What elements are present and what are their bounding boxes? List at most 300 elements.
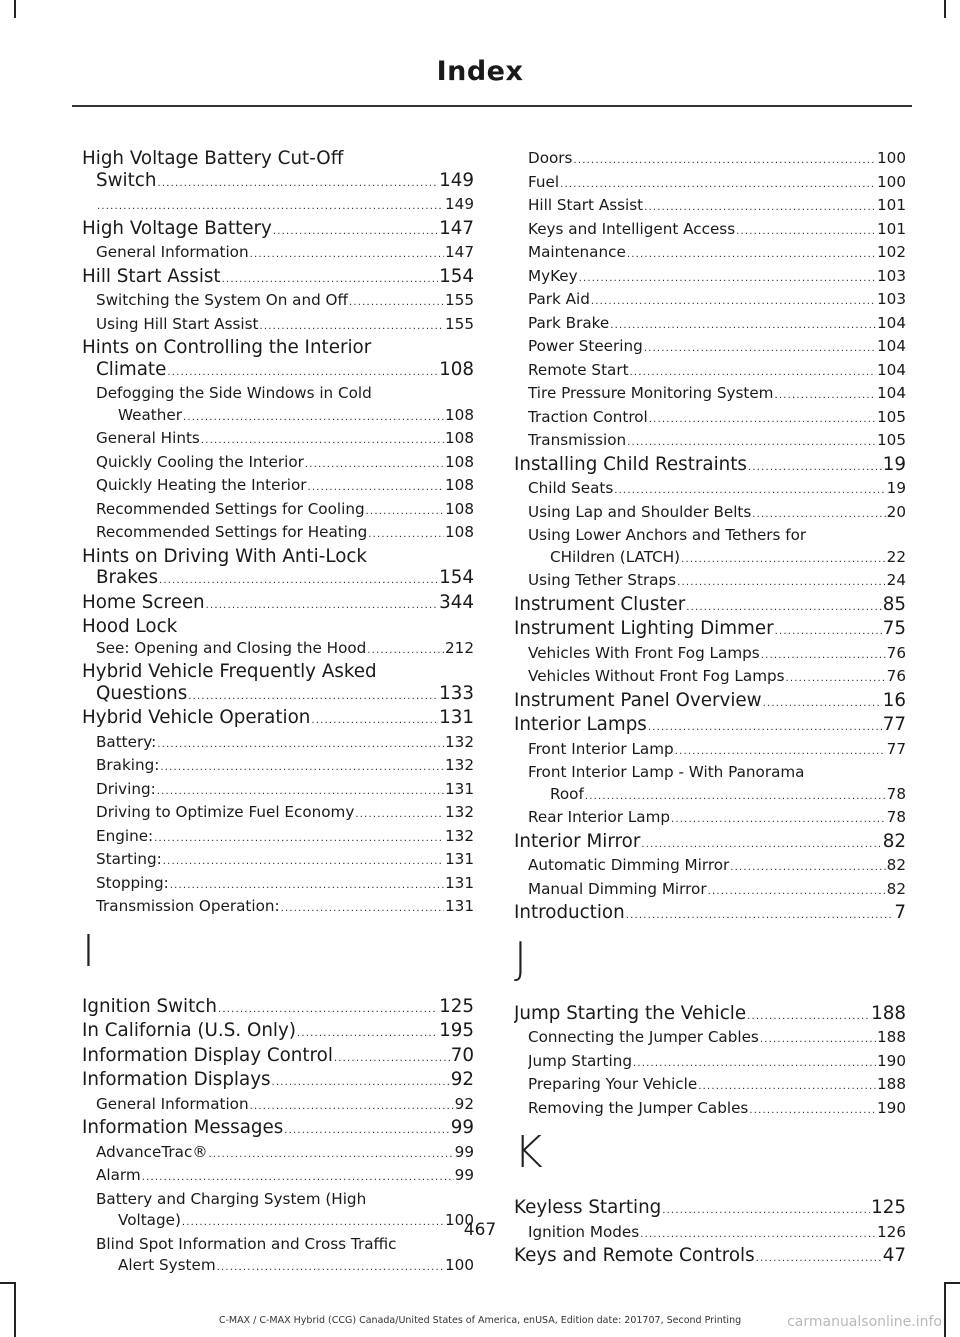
page-reference: 20 <box>886 502 906 521</box>
index-subentry <box>82 896 474 920</box>
index-subentry <box>82 873 474 897</box>
entry-line <box>528 313 906 337</box>
index-subentry <box>514 219 906 243</box>
entry-line <box>528 219 906 243</box>
index-subentry <box>82 475 474 499</box>
page-reference: 104 <box>877 313 906 332</box>
index-entry <box>514 618 906 643</box>
entry-line <box>82 266 474 291</box>
entry-text: Vehicles With Front Fog Lamps <box>528 643 760 662</box>
dot-leader <box>206 595 438 617</box>
dot-leader <box>686 597 881 619</box>
index-subentry <box>514 478 906 502</box>
entry-line <box>96 242 474 266</box>
index-subentry <box>514 1051 906 1075</box>
page-reference: 82 <box>886 879 906 898</box>
dot-leader <box>307 477 444 499</box>
dot-leader <box>748 457 882 479</box>
entry-text: CHildren (LATCH) <box>550 547 681 566</box>
page-reference: 100 <box>445 1256 474 1274</box>
index-subentry <box>82 452 474 476</box>
entry-line <box>528 739 906 763</box>
dot-leader <box>760 1029 876 1051</box>
page-reference: 22 <box>886 547 906 566</box>
page-reference: 76 <box>886 643 906 662</box>
entry-line <box>528 148 906 172</box>
page-reference: 188 <box>877 1028 906 1046</box>
dot-leader <box>579 268 876 290</box>
page-reference: 108 <box>445 499 474 518</box>
entry-text: Starting: <box>96 850 162 868</box>
index-entry <box>514 1197 906 1222</box>
dot-leader <box>259 316 444 338</box>
index-subentry <box>514 1027 906 1051</box>
page-reference: 105 <box>877 431 906 449</box>
dot-leader <box>614 480 885 502</box>
entry-text: Interior Lamps <box>514 714 647 735</box>
entry-text: Information Display Control <box>82 1044 333 1066</box>
entry-text: Braking: <box>96 756 160 774</box>
page-reference: 104 <box>877 360 906 379</box>
entry-line <box>528 784 906 808</box>
entry-line <box>82 170 474 195</box>
entry-text: Hill Start Assist <box>82 265 221 287</box>
entry-line <box>528 502 906 526</box>
dot-leader <box>160 757 444 779</box>
entry-text: Instrument Panel Overview <box>514 689 762 711</box>
page-reference: 105 <box>877 407 906 426</box>
entry-line <box>528 855 906 879</box>
entry-text: Doors <box>528 149 573 167</box>
index-column-left <box>82 148 474 1279</box>
dot-leader <box>170 875 444 897</box>
entry-text: Home Screen <box>82 591 205 613</box>
entry-line <box>528 547 906 571</box>
page-reference: 149 <box>445 195 474 213</box>
entry-text: Park Brake <box>528 313 610 332</box>
page-reference: 16 <box>882 689 906 711</box>
entry-text: Introduction <box>514 902 625 923</box>
index-subentry <box>514 407 906 431</box>
page-reference: 70 <box>450 1044 474 1066</box>
index-subentry <box>514 313 906 337</box>
page-reference: 188 <box>871 1002 906 1024</box>
entry-line <box>96 1094 474 1118</box>
index-subentry <box>514 879 906 903</box>
entry-text: High Voltage Battery <box>82 217 272 239</box>
index-entry <box>514 1245 906 1270</box>
page-reference: 131 <box>439 707 474 728</box>
index-subentry <box>514 762 906 807</box>
entry-line <box>528 807 906 831</box>
dot-leader <box>630 362 876 384</box>
dot-leader <box>297 1023 438 1045</box>
dot-leader <box>585 786 886 808</box>
page-reference: 212 <box>445 638 474 657</box>
page-reference: 100 <box>877 149 906 167</box>
entry-text: Interior Mirror <box>514 830 641 852</box>
entry-text: Driving to Optimize Fuel Economy <box>96 803 355 821</box>
entry-text: Keys and Intelligent Access <box>528 219 736 238</box>
entry-text: General Information <box>96 1094 249 1113</box>
entry-text: AdvanceTrac® <box>96 1142 208 1161</box>
entry-text: Alarm <box>96 1166 141 1184</box>
entry-line <box>514 902 906 927</box>
index-subentry <box>514 1074 906 1098</box>
index-subentry <box>514 739 906 763</box>
entry-text: Maintenance <box>528 243 626 261</box>
entry-line <box>82 592 474 617</box>
index-subentry <box>82 1234 474 1279</box>
entry-line <box>82 683 474 708</box>
entry-line <box>528 172 906 196</box>
entry-text: Keyless Starting <box>514 1197 662 1218</box>
dot-leader <box>644 197 876 219</box>
page-reference: 155 <box>445 314 474 333</box>
index-entry <box>514 831 906 856</box>
entry-text: Battery and Charging System (High <box>96 1189 367 1208</box>
section-letter: J <box>514 932 527 984</box>
entry-line <box>528 289 906 313</box>
dot-leader <box>698 1076 876 1098</box>
dot-leader <box>273 221 438 243</box>
dot-leader <box>681 549 886 571</box>
dot-leader <box>627 432 876 454</box>
entry-line <box>96 638 474 662</box>
entry-text: High Voltage Battery Cut-Off <box>82 148 344 169</box>
index-entry <box>82 148 474 194</box>
page-reference: 82 <box>882 830 906 852</box>
page-reference: 104 <box>877 337 906 355</box>
dot-leader <box>573 150 876 172</box>
page-reference: 19 <box>886 479 906 497</box>
entry-text: Fuel <box>528 172 560 191</box>
entry-text: Blind Spot Information and Cross Traffic <box>96 1234 397 1253</box>
page-reference: 102 <box>877 243 906 261</box>
entry-text: Battery: <box>96 732 157 751</box>
entry-line <box>96 314 474 338</box>
dot-leader <box>649 409 876 431</box>
entry-line <box>528 478 906 502</box>
index-subentry <box>82 1142 474 1166</box>
dot-leader <box>644 338 876 360</box>
index-entry <box>82 996 474 1021</box>
entry-text: Hybrid Vehicle Operation <box>82 707 311 728</box>
crop-mark <box>0 1282 16 1284</box>
entry-text: Tire Pressure Monitoring System <box>528 384 774 402</box>
entry-text: MyKey <box>528 266 578 285</box>
page-reference: 7 <box>894 902 906 923</box>
page-reference: 104 <box>877 384 906 402</box>
dot-leader <box>560 174 876 196</box>
crop-mark <box>944 0 946 18</box>
crop-mark <box>944 1282 946 1337</box>
entry-text: Child Seats <box>528 479 614 497</box>
index-subentry <box>514 266 906 290</box>
entry-text: Weather <box>118 405 182 424</box>
entry-text: Questions <box>96 682 188 704</box>
entry-line <box>528 879 906 903</box>
dot-leader <box>349 292 444 314</box>
entry-line <box>96 1255 474 1279</box>
index-entry <box>514 1003 906 1028</box>
entry-line <box>514 594 906 619</box>
page-reference: 132 <box>445 756 474 774</box>
page-reference: 100 <box>877 172 906 191</box>
entry-line <box>82 1045 474 1070</box>
index-subentry <box>82 499 474 523</box>
entry-line <box>82 218 474 243</box>
dot-leader <box>677 572 886 594</box>
entry-text: Transmission Operation: <box>96 897 280 915</box>
index-subentry <box>514 570 906 594</box>
entry-line <box>96 849 474 873</box>
entry-text: General Hints <box>96 429 200 447</box>
entry-text: Roof <box>550 784 584 803</box>
index-subentry <box>514 525 906 570</box>
entry-text: Transmission <box>528 431 627 449</box>
entry-text: Alert System <box>118 1256 216 1274</box>
dot-leader <box>708 881 886 903</box>
entry-text: Using Tether Straps <box>528 571 677 589</box>
entry-line <box>514 1003 906 1028</box>
page-reference: 133 <box>439 682 474 704</box>
index-entry <box>82 707 474 732</box>
index-subentry <box>514 195 906 219</box>
index-entry <box>82 266 474 291</box>
page-reference: 344 <box>439 591 474 613</box>
dot-leader <box>97 196 444 218</box>
page-reference: 103 <box>877 290 906 308</box>
page-reference: 19 <box>882 453 906 475</box>
entry-text: Removing the Jumper Cables <box>528 1098 749 1117</box>
dot-leader <box>626 905 894 927</box>
index-entry <box>514 594 906 619</box>
page-reference: 24 <box>886 571 906 589</box>
index-subentry <box>82 290 474 314</box>
entry-line <box>528 195 906 219</box>
index-subentry <box>514 242 906 266</box>
dot-leader <box>747 1006 870 1028</box>
page-reference: 131 <box>445 850 474 868</box>
page-title: Index <box>436 56 524 87</box>
entry-line <box>514 714 906 739</box>
dot-leader <box>756 1248 882 1270</box>
dot-leader <box>272 1072 450 1094</box>
entry-text: Hybrid Vehicle Frequently Asked <box>82 661 377 682</box>
entry-text: Hood Lock <box>82 616 178 637</box>
page-reference: 92 <box>450 1069 474 1090</box>
index-entry <box>82 616 474 638</box>
entry-text: Information Messages <box>82 1117 284 1138</box>
index-subentry <box>82 779 474 803</box>
footer-edition-text: C-MAX / C-MAX Hybrid (CCG) Canada/United States of America, enUSA, Edition date: 201707, Second Printing <box>218 1315 742 1326</box>
index-subentry <box>514 855 906 879</box>
entry-line <box>96 1142 474 1166</box>
dot-leader <box>159 570 438 592</box>
dot-leader <box>648 717 882 739</box>
page-reference: 131 <box>445 897 474 915</box>
entry-line <box>96 428 474 452</box>
index-entry <box>82 1020 474 1045</box>
entry-line <box>528 336 906 360</box>
entry-text: Driving: <box>96 779 156 798</box>
index-entry <box>82 546 474 592</box>
entry-text: Vehicles Without Front Fog Lamps <box>528 667 785 685</box>
entry-text: Automatic Dimming Mirror <box>528 856 730 874</box>
entry-text: Ignition Switch <box>82 995 217 1017</box>
entry-line <box>528 360 906 384</box>
index-entry <box>82 337 474 383</box>
index-subentry <box>514 1098 906 1122</box>
entry-text: Using Lap and Shoulder Belts <box>528 502 752 521</box>
index-subentry <box>514 383 906 407</box>
page-reference: 108 <box>445 429 474 447</box>
index-subentry <box>514 807 906 831</box>
dot-leader <box>201 430 444 452</box>
entry-line <box>528 242 906 266</box>
entry-line <box>82 996 474 1021</box>
entry-line <box>96 290 474 314</box>
entry-line <box>528 1051 906 1075</box>
index-entry <box>514 690 906 715</box>
dot-leader <box>157 734 444 756</box>
entry-line <box>528 1074 906 1098</box>
entry-text: Quickly Heating the Interior <box>96 476 307 494</box>
dot-leader <box>752 504 885 526</box>
entry-line <box>96 475 474 499</box>
page-reference: 99 <box>454 1166 474 1184</box>
dot-leader <box>188 686 438 708</box>
dot-leader <box>167 362 438 384</box>
page-reference: 85 <box>882 593 906 615</box>
entry-line <box>528 266 906 290</box>
dot-leader <box>250 244 444 266</box>
entry-text: Using Hill Start Assist <box>96 314 259 333</box>
entry-line <box>82 707 474 732</box>
page-reference: 103 <box>877 266 906 285</box>
page-reference: 154 <box>439 265 474 287</box>
entry-text: Recommended Settings for Cooling <box>96 499 365 518</box>
index-subentry <box>82 522 474 546</box>
index-subentry <box>82 849 474 873</box>
entry-text: Ignition Modes <box>528 1222 640 1241</box>
entry-text: Engine: <box>96 826 154 845</box>
entry-text: Switch <box>96 169 157 191</box>
entry-line <box>528 1098 906 1122</box>
page-reference: 75 <box>882 618 906 639</box>
dot-leader <box>311 710 438 732</box>
page-reference: 195 <box>439 1020 474 1041</box>
dot-leader <box>305 454 444 476</box>
dot-leader <box>209 1144 454 1166</box>
page-reference: 101 <box>877 196 906 214</box>
entry-line <box>528 407 906 431</box>
entry-line <box>96 1165 474 1189</box>
dot-leader <box>662 1200 870 1222</box>
page-reference: 101 <box>877 219 906 238</box>
entry-text: Jump Starting <box>528 1051 632 1070</box>
entry-text: Switching the System On and Off <box>96 291 348 309</box>
entry-text: Information Displays <box>82 1069 271 1090</box>
entry-line <box>96 755 474 779</box>
entry-line <box>528 643 906 667</box>
dot-leader <box>774 385 876 407</box>
index-subentry <box>82 802 474 826</box>
entry-text: Remote Start <box>528 360 629 379</box>
entry-text: Front Interior Lamp - With Panorama <box>528 763 805 781</box>
entry-text: See: Opening and Closing the Hood <box>96 638 367 657</box>
entry-line <box>96 452 474 476</box>
crop-mark <box>944 1282 960 1284</box>
entry-text: Defogging the Side Windows in Cold <box>96 384 372 402</box>
entry-text: Jump Starting the Vehicle <box>514 1002 747 1024</box>
entry-line <box>514 690 906 715</box>
index-subentry <box>82 638 474 662</box>
entry-line <box>514 618 906 643</box>
index-entry <box>514 714 906 739</box>
entry-line <box>528 1027 906 1051</box>
entry-line <box>82 567 474 592</box>
entry-text: Instrument Cluster <box>514 593 686 615</box>
entry-line <box>96 732 474 756</box>
entry-line <box>96 826 474 850</box>
entry-line <box>528 666 906 690</box>
index-subentry <box>82 383 474 428</box>
page-reference: 132 <box>445 803 474 821</box>
page-number: 467 <box>463 1220 497 1240</box>
index-subentry <box>514 336 906 360</box>
entry-line <box>528 430 906 454</box>
page-reference: 131 <box>445 873 474 892</box>
entry-line <box>96 802 474 826</box>
page-reference: 147 <box>445 243 474 261</box>
entry-text: Rear Interior Lamp <box>528 808 671 826</box>
dot-leader <box>367 640 444 662</box>
page-reference: 100 <box>445 1211 474 1229</box>
index-subentry <box>82 1165 474 1189</box>
page-reference: 108 <box>439 358 474 380</box>
dot-leader <box>217 1257 444 1279</box>
entry-text: Climate <box>96 358 167 380</box>
index-subentry <box>514 666 906 690</box>
index-entry <box>82 218 474 243</box>
dot-leader <box>250 1096 454 1118</box>
page-reference: 154 <box>439 567 474 588</box>
title-divider <box>72 105 912 107</box>
page-reference: 155 <box>445 291 474 309</box>
page-reference: 108 <box>445 476 474 494</box>
dot-leader <box>157 173 438 195</box>
dot-leader <box>627 244 876 266</box>
entry-line <box>96 499 474 523</box>
page-reference: 108 <box>445 452 474 471</box>
dot-leader <box>281 898 444 920</box>
entry-text: Keys and Remote Controls <box>514 1245 755 1266</box>
entry-line <box>96 896 474 920</box>
entry-text: Connecting the Jumper Cables <box>528 1028 759 1046</box>
index-subentry <box>514 360 906 384</box>
entry-text: Using Lower Anchors and Tethers for <box>528 526 807 544</box>
page-reference: 77 <box>882 714 906 735</box>
index-subentry <box>82 314 474 338</box>
page-reference: 190 <box>877 1051 906 1070</box>
page-reference: 92 <box>454 1094 474 1113</box>
entry-line <box>528 383 906 407</box>
crop-mark <box>14 0 16 18</box>
entry-text: Hill Start Assist <box>528 196 644 214</box>
page-reference: 131 <box>445 779 474 798</box>
